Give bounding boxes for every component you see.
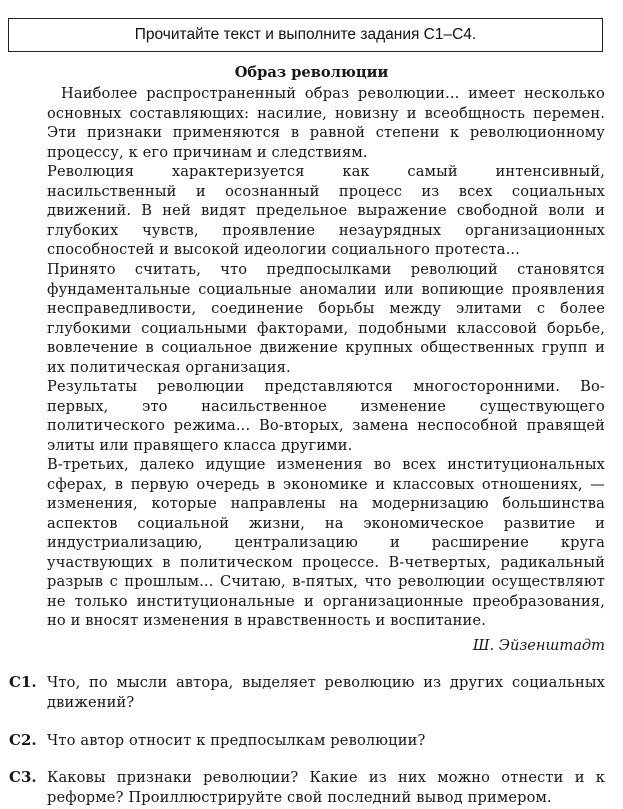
paragraph-2: Революция характеризуется как самый интенсивный, насильственный и осознанный процесс из всех социальных движений. В ней видят предельное выражение свободной воли и глубоких чувств, проявление незаурядных организационных способностей и высокой идеологии социального протеста... [47, 163, 605, 258]
question-text: Что автор относит к предпосылкам революции? [47, 732, 426, 749]
paragraph-1: Наиболее распространенный образ революции... имеет несколько основных составляющих: насилие, новизну и всеобщность перемен. Эти признаки применяются в равной степени к революционному процессу, к его причинам и следствиям. [47, 85, 605, 161]
paragraph-5: В-третьих, далеко идущие изменения во всех институциональных сферах, в первую очередь в экономике и классовых отношениях, — изменения, которые направлены на модернизацию большинства аспектов социальной жизни, на экономическое развитие и индустриализацию, централизацию и расширение круга участвующих в политическом процессе. В-четвертых, радикальный разрыв с прошлым... Считаю, в-пятых, что революции осуществляют не только институциональные и организационные преобразования, но и вносят изменения в нравственность и воспитание. [47, 456, 605, 629]
question-text: Что, по мысли автора, выделяет революцию из других социальных движений? [47, 674, 605, 711]
paragraph-3: Принято считать, что предпосылками революций становятся фундаментальные социальные аномалии или вопиющие проявления несправедливости, соединение борьбы между элитами с более глубокими социальными факторами, подобными классовой борьбе, вовлечение в социальное движение крупных общественных групп и их политическая организация. [47, 261, 605, 376]
question-number: С1. [9, 673, 37, 691]
question-text: Каковы признаки революции? Какие из них можно отнести и к реформе? Проиллюстрируйте свой последний вывод примером. [47, 769, 605, 806]
instruction-text: Прочитайте текст и выполните задания С1–С4. [134, 26, 477, 43]
text-title: Образ революции [234, 64, 389, 81]
author-signature: Ш. Эйзенштадт [472, 637, 605, 654]
question-number: С2. [9, 731, 37, 749]
paragraph-4: Результаты революции представляются многосторонними. Во-первых, это насильственное изменение существующего политического режима... Во-вторых, замена неспособной правящей элиты или правящего класса другими. [47, 378, 605, 454]
instruction-box [8, 18, 603, 52]
question-number: С3. [9, 768, 37, 786]
